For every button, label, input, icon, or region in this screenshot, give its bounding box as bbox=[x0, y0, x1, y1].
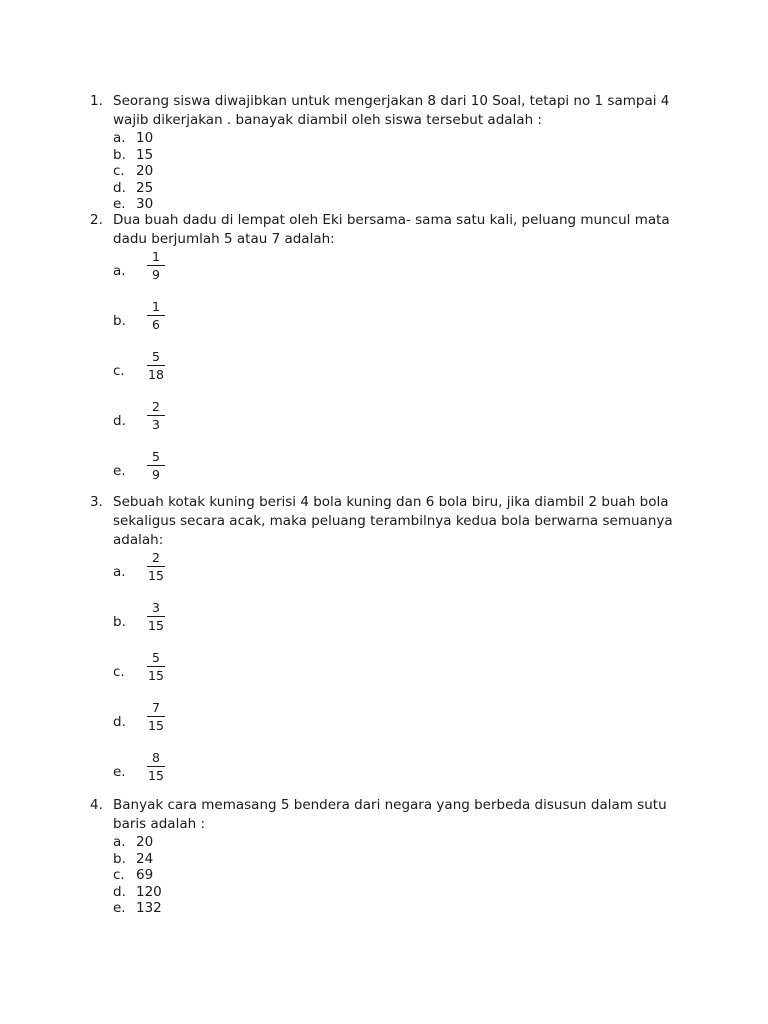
fraction bbox=[145, 550, 167, 583]
question-text: Dua buah dadu di lempat oleh Eki bersama- sama satu kali, peluang muncul mata dadu berjumlah 5 atau 7 adalah: bbox=[113, 212, 670, 247]
fraction-denominator: 15 bbox=[148, 668, 164, 683]
option-label: b. bbox=[113, 146, 126, 163]
fraction-numerator: 5 bbox=[152, 650, 160, 665]
fraction-numerator: 2 bbox=[152, 550, 160, 565]
option-label: d. bbox=[113, 883, 126, 900]
option-value: 10 bbox=[136, 130, 154, 146]
option-b bbox=[113, 147, 700, 164]
fraction-bar bbox=[147, 265, 165, 266]
fraction-denominator: 15 bbox=[148, 718, 164, 733]
fraction bbox=[145, 399, 167, 432]
option-e bbox=[113, 750, 700, 800]
fraction-denominator: 9 bbox=[152, 467, 160, 482]
option-d bbox=[113, 399, 700, 449]
fraction bbox=[145, 600, 167, 633]
option-value: 20 bbox=[136, 834, 154, 850]
option-value: 120 bbox=[136, 883, 162, 900]
fraction bbox=[145, 299, 167, 332]
option-value: 69 bbox=[136, 867, 154, 883]
option-d bbox=[113, 700, 700, 750]
option-c bbox=[113, 163, 700, 180]
option-d bbox=[113, 180, 700, 197]
option-e bbox=[113, 449, 700, 499]
option-b bbox=[113, 600, 700, 650]
fraction-numerator: 5 bbox=[152, 349, 160, 364]
option-label: a. bbox=[113, 564, 126, 580]
fraction-numerator: 1 bbox=[152, 299, 160, 314]
fraction-denominator: 9 bbox=[152, 267, 160, 282]
fraction-numerator: 8 bbox=[152, 750, 160, 765]
option-label: b. bbox=[113, 313, 126, 329]
option-label: d. bbox=[113, 413, 126, 429]
fraction-denominator: 18 bbox=[148, 367, 164, 382]
option-label: e. bbox=[113, 764, 126, 780]
option-list bbox=[113, 834, 700, 917]
question-text: Banyak cara memasang 5 bendera dari negara yang berbeda disusun dalam sutu baris adalah : bbox=[113, 797, 667, 832]
option-value: 20 bbox=[136, 163, 154, 179]
option-label: d. bbox=[113, 179, 126, 196]
fraction bbox=[145, 700, 167, 733]
option-label: c. bbox=[113, 867, 125, 883]
option-a bbox=[113, 130, 700, 147]
question-4 bbox=[90, 796, 700, 917]
option-label: a. bbox=[113, 263, 126, 279]
option-c bbox=[113, 867, 700, 884]
fraction-numerator: 5 bbox=[152, 449, 160, 464]
option-label: b. bbox=[113, 850, 126, 867]
fraction-numerator: 2 bbox=[152, 399, 160, 414]
option-label: c. bbox=[113, 163, 125, 179]
option-c bbox=[113, 650, 700, 700]
fraction-bar bbox=[147, 415, 165, 416]
option-list bbox=[113, 130, 700, 213]
option-d bbox=[113, 884, 700, 901]
option-b bbox=[113, 299, 700, 349]
option-b bbox=[113, 851, 700, 868]
fraction-numerator: 1 bbox=[152, 249, 160, 264]
fraction bbox=[145, 349, 167, 382]
option-label: b. bbox=[113, 614, 126, 630]
question-number: 1. bbox=[90, 93, 103, 109]
option-value: 132 bbox=[136, 900, 162, 916]
fraction-bar bbox=[147, 465, 165, 466]
option-label: e. bbox=[113, 196, 126, 212]
fraction-numerator: 3 bbox=[152, 600, 160, 615]
fraction-bar bbox=[147, 666, 165, 667]
option-label: d. bbox=[113, 714, 126, 730]
option-label: e. bbox=[113, 900, 126, 916]
option-value: 24 bbox=[136, 850, 154, 867]
fraction bbox=[145, 650, 167, 683]
option-label: a. bbox=[113, 130, 126, 146]
fraction-bar bbox=[147, 566, 165, 567]
fraction-denominator: 15 bbox=[148, 568, 164, 583]
option-list bbox=[113, 249, 700, 499]
option-value: 30 bbox=[136, 196, 154, 212]
fraction-bar bbox=[147, 716, 165, 717]
fraction-denominator: 15 bbox=[148, 618, 164, 633]
fraction bbox=[145, 249, 167, 282]
fraction-numerator: 7 bbox=[152, 700, 160, 715]
fraction bbox=[145, 750, 167, 783]
fraction-bar bbox=[147, 616, 165, 617]
question-text: Seorang siswa diwajibkan untuk mengerjakan 8 dari 10 Soal, tetapi no 1 sampai 4 wajib dikerjakan . banayak diambil oleh siswa tersebut adalah : bbox=[113, 93, 670, 128]
fraction-denominator: 3 bbox=[152, 417, 160, 432]
question-3 bbox=[90, 493, 700, 800]
question-number: 4. bbox=[90, 797, 103, 813]
fraction-bar bbox=[147, 766, 165, 767]
option-label: a. bbox=[113, 834, 126, 850]
fraction-bar bbox=[147, 365, 165, 366]
fraction bbox=[145, 449, 167, 482]
option-a bbox=[113, 834, 700, 851]
fraction-denominator: 15 bbox=[148, 768, 164, 783]
option-value: 25 bbox=[136, 179, 154, 196]
fraction-denominator: 6 bbox=[152, 317, 160, 332]
option-label: c. bbox=[113, 363, 125, 379]
option-a bbox=[113, 249, 700, 299]
option-value: 15 bbox=[136, 146, 154, 163]
question-text: Sebuah kotak kuning berisi 4 bola kuning dan 6 bola biru, jika diambil 2 buah bola sekaligus secara acak, maka peluang terambilnya kedua bola berwarna semuanya adalah: bbox=[113, 494, 673, 548]
question-1 bbox=[90, 92, 700, 213]
option-c bbox=[113, 349, 700, 399]
option-a bbox=[113, 550, 700, 600]
option-e bbox=[113, 900, 700, 917]
option-label: e. bbox=[113, 463, 126, 479]
question-number: 3. bbox=[90, 494, 103, 510]
question-number: 2. bbox=[90, 212, 103, 228]
option-label: c. bbox=[113, 664, 125, 680]
question-2 bbox=[90, 211, 700, 499]
option-list bbox=[113, 550, 700, 800]
fraction-bar bbox=[147, 315, 165, 316]
